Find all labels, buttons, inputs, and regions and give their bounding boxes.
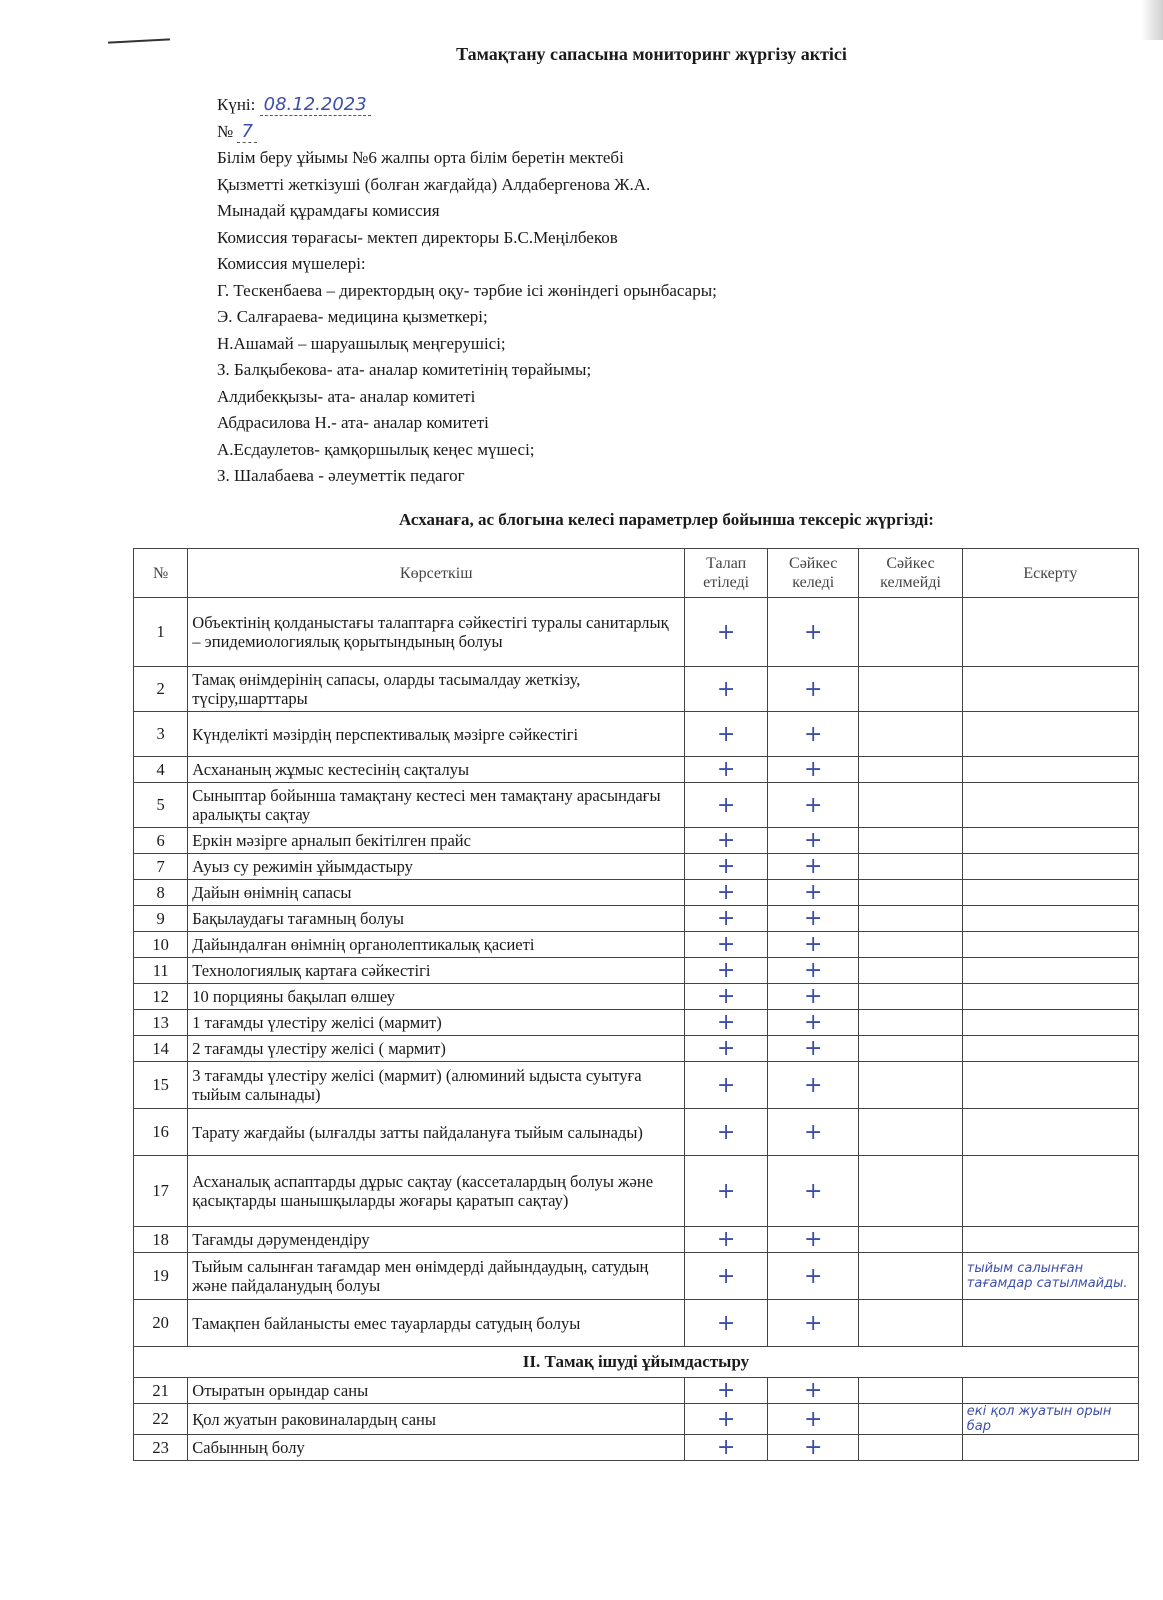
row-number: 23 bbox=[134, 1435, 188, 1461]
date-label: Күні: bbox=[217, 95, 256, 114]
table-row bbox=[134, 854, 1139, 880]
row-compliant-mark: + bbox=[768, 906, 859, 932]
row-required-mark: + bbox=[685, 1036, 768, 1062]
row-note bbox=[962, 906, 1138, 932]
row-noncompliant-mark bbox=[859, 1109, 962, 1156]
row-required-mark: + bbox=[685, 712, 768, 757]
header-line: Э. Салғараева- медицина қызметкері; bbox=[217, 307, 488, 326]
row-indicator: Объектінің қолданыстағы талаптарға сәйкестігі туралы санитарлық – эпидемиологиялық қорытындының болуы bbox=[188, 598, 685, 667]
row-noncompliant-mark bbox=[859, 828, 962, 854]
table-row bbox=[134, 667, 1139, 712]
row-required-mark: + bbox=[685, 984, 768, 1010]
row-indicator: Тарату жағдайы (ылғалды затты пайдалануға тыйым салынады) bbox=[188, 1109, 685, 1156]
row-required-mark: + bbox=[685, 906, 768, 932]
row-indicator: Сабынның болу bbox=[188, 1435, 685, 1461]
pen-mark bbox=[108, 38, 170, 43]
table-row bbox=[134, 932, 1139, 958]
row-compliant-mark: + bbox=[768, 1435, 859, 1461]
number-label: № bbox=[217, 121, 234, 141]
row-noncompliant-mark bbox=[859, 854, 962, 880]
row-note bbox=[962, 1036, 1138, 1062]
row-compliant-mark: + bbox=[768, 828, 859, 854]
row-indicator: Асхананың жұмыс кестесінің сақталуы bbox=[188, 757, 685, 783]
row-number: 12 bbox=[134, 984, 188, 1010]
row-noncompliant-mark bbox=[859, 1227, 962, 1253]
row-required-mark: + bbox=[685, 598, 768, 667]
row-note bbox=[962, 1300, 1138, 1347]
row-indicator: 2 тағамды үлестіру желісі ( мармит) bbox=[188, 1036, 685, 1062]
row-required-mark: + bbox=[685, 1156, 768, 1227]
header-line: Алдибекқызы- ата- аналар комитеті bbox=[217, 386, 476, 406]
row-indicator: Тамақ өнімдерінің сапасы, оларды тасымалдау жеткізу, түсіру,шарттары bbox=[188, 667, 685, 712]
row-indicator: Тыйым салынған тағамдар мен өнімдерді дайындаудың, сатудың және пайдаланудың болуы bbox=[188, 1253, 685, 1300]
row-required-mark: + bbox=[685, 1253, 768, 1300]
row-indicator: Отыратын орындар саны bbox=[188, 1378, 685, 1404]
row-number: 2 bbox=[134, 667, 188, 712]
row-compliant-mark: + bbox=[768, 1404, 859, 1435]
row-compliant-mark: + bbox=[768, 1300, 859, 1347]
table-row bbox=[134, 906, 1139, 932]
row-note bbox=[962, 1378, 1138, 1404]
table-row bbox=[134, 757, 1139, 783]
table-row bbox=[134, 1253, 1139, 1300]
row-number: 14 bbox=[134, 1036, 188, 1062]
row-compliant-mark: + bbox=[768, 880, 859, 906]
date-value: 08.12.2023 bbox=[260, 94, 371, 116]
row-number: 4 bbox=[134, 757, 188, 783]
row-compliant-mark: + bbox=[768, 932, 859, 958]
row-compliant-mark: + bbox=[768, 1378, 859, 1404]
row-note: тыйым салынған тағамдар сатылмайды. bbox=[962, 1253, 1138, 1300]
row-number: 22 bbox=[134, 1404, 188, 1435]
row-indicator: Тағамды дәрумендендіру bbox=[188, 1227, 685, 1253]
row-required-mark: + bbox=[685, 880, 768, 906]
row-note bbox=[962, 984, 1138, 1010]
row-compliant-mark: + bbox=[768, 757, 859, 783]
header-line: Комиссия төрағасы- мектеп директоры Б.С.Меңілбеков bbox=[217, 227, 618, 247]
row-noncompliant-mark bbox=[859, 1156, 962, 1227]
row-number: 9 bbox=[134, 906, 188, 932]
header-line: Мынадай құрамдағы комиссия bbox=[217, 201, 440, 220]
row-note bbox=[962, 757, 1138, 783]
row-note bbox=[962, 1010, 1138, 1036]
row-number: 21 bbox=[134, 1378, 188, 1404]
table-row bbox=[134, 1378, 1139, 1404]
row-number: 6 bbox=[134, 828, 188, 854]
row-noncompliant-mark bbox=[859, 1435, 962, 1461]
row-number: 13 bbox=[134, 1010, 188, 1036]
table-row bbox=[134, 1435, 1139, 1461]
row-required-mark: + bbox=[685, 1435, 768, 1461]
row-required-mark: + bbox=[685, 757, 768, 783]
row-required-mark: + bbox=[685, 1010, 768, 1036]
row-noncompliant-mark bbox=[859, 1036, 962, 1062]
row-number: 1 bbox=[134, 598, 188, 667]
row-note bbox=[962, 667, 1138, 712]
table-header-row bbox=[134, 549, 1139, 598]
col-compliant-header: Сәйкес келеді bbox=[768, 549, 859, 598]
row-note bbox=[962, 958, 1138, 984]
row-note bbox=[962, 1435, 1138, 1461]
row-indicator: Тамақпен байланысты емес тауарларды сатудың болуы bbox=[188, 1300, 685, 1347]
row-required-mark: + bbox=[685, 958, 768, 984]
row-compliant-mark: + bbox=[768, 712, 859, 757]
row-note bbox=[962, 854, 1138, 880]
table-row bbox=[134, 1404, 1139, 1435]
row-noncompliant-mark bbox=[859, 880, 962, 906]
row-note bbox=[962, 712, 1138, 757]
table-row bbox=[134, 1010, 1139, 1036]
number-line bbox=[217, 119, 717, 146]
row-number: 17 bbox=[134, 1156, 188, 1227]
row-required-mark: + bbox=[685, 667, 768, 712]
row-indicator: Асханалық аспаптарды дұрыс сақтау (кассеталардың болуы және қасықтарды шанышқыларды жоғары қаратып сақтау) bbox=[188, 1156, 685, 1227]
inspection-table bbox=[133, 548, 1139, 1461]
row-required-mark: + bbox=[685, 1378, 768, 1404]
row-note bbox=[962, 932, 1138, 958]
row-required-mark: + bbox=[685, 1227, 768, 1253]
document-header bbox=[217, 92, 717, 490]
row-noncompliant-mark bbox=[859, 932, 962, 958]
header-line: Қызметті жеткізуші (болған жағдайда) Алдабергенова Ж.А. bbox=[217, 174, 651, 194]
row-compliant-mark: + bbox=[768, 854, 859, 880]
row-noncompliant-mark bbox=[859, 958, 962, 984]
header-line: Абдрасилова Н.- ата- аналар комитеті bbox=[217, 413, 489, 432]
row-number: 11 bbox=[134, 958, 188, 984]
row-indicator: Дайын өнімнің сапасы bbox=[188, 880, 685, 906]
row-note bbox=[962, 1227, 1138, 1253]
row-compliant-mark: + bbox=[768, 783, 859, 828]
row-number: 5 bbox=[134, 783, 188, 828]
date-line bbox=[217, 92, 717, 119]
col-number-header: № bbox=[134, 549, 188, 598]
row-indicator: Күнделікті мәзірдің перспективалық мәзірге сәйкестігі bbox=[188, 712, 685, 757]
row-required-mark: + bbox=[685, 1062, 768, 1109]
row-number: 7 bbox=[134, 854, 188, 880]
row-required-mark: + bbox=[685, 854, 768, 880]
header-line: Г. Тескенбаева – директордың оқу- тәрбие ісі жөніндегі орынбасары; bbox=[217, 280, 717, 300]
row-number: 18 bbox=[134, 1227, 188, 1253]
row-indicator: Технологиялық картаға сәйкестігі bbox=[188, 958, 685, 984]
row-note bbox=[962, 783, 1138, 828]
scan-edge bbox=[1141, 0, 1163, 40]
row-number: 19 bbox=[134, 1253, 188, 1300]
col-indicator-header: Көрсеткіш bbox=[188, 549, 685, 598]
row-indicator: Қол жуатын раковиналардың саны bbox=[188, 1404, 685, 1435]
row-compliant-mark: + bbox=[768, 1253, 859, 1300]
row-required-mark: + bbox=[685, 783, 768, 828]
row-compliant-mark: + bbox=[768, 1010, 859, 1036]
row-noncompliant-mark bbox=[859, 1253, 962, 1300]
row-noncompliant-mark bbox=[859, 598, 962, 667]
row-number: 10 bbox=[134, 932, 188, 958]
table-row bbox=[134, 1109, 1139, 1156]
table-row bbox=[134, 783, 1139, 828]
col-note-header: Ескерту bbox=[962, 549, 1138, 598]
col-required-header: Талап етіледі bbox=[685, 549, 768, 598]
row-indicator: Еркін мәзірге арналып бекітілген прайс bbox=[188, 828, 685, 854]
row-note bbox=[962, 828, 1138, 854]
row-required-mark: + bbox=[685, 828, 768, 854]
row-compliant-mark: + bbox=[768, 598, 859, 667]
row-note bbox=[962, 598, 1138, 667]
row-indicator: 1 тағамды үлестіру желісі (мармит) bbox=[188, 1010, 685, 1036]
row-compliant-mark: + bbox=[768, 1109, 859, 1156]
row-compliant-mark: + bbox=[768, 984, 859, 1010]
section-title: II. Тамақ ішуді ұйымдастыру bbox=[134, 1347, 1139, 1378]
row-noncompliant-mark bbox=[859, 783, 962, 828]
row-indicator: Ауыз су режимін ұйымдастыру bbox=[188, 854, 685, 880]
row-required-mark: + bbox=[685, 1109, 768, 1156]
col-noncompliant-header: Сәйкес келмейді bbox=[859, 549, 962, 598]
row-noncompliant-mark bbox=[859, 667, 962, 712]
row-noncompliant-mark bbox=[859, 1404, 962, 1435]
row-compliant-mark: + bbox=[768, 1156, 859, 1227]
row-indicator: 3 тағамды үлестіру желісі (мармит) (алюминий ыдыста суытуға тыйым салынады) bbox=[188, 1062, 685, 1109]
row-note: екі қол жуатын орын бар bbox=[962, 1404, 1138, 1435]
row-note bbox=[962, 880, 1138, 906]
document-title: Тамақтану сапасына мониторинг жүргізу актісі bbox=[456, 44, 847, 64]
row-compliant-mark: + bbox=[768, 958, 859, 984]
row-number: 20 bbox=[134, 1300, 188, 1347]
table-body bbox=[134, 598, 1139, 1461]
header-line: Н.Ашамай – шаруашылық меңгерушісі; bbox=[217, 333, 506, 353]
row-indicator: Дайындалған өнімнің органолептикалық қасиеті bbox=[188, 932, 685, 958]
row-noncompliant-mark bbox=[859, 906, 962, 932]
row-compliant-mark: + bbox=[768, 1036, 859, 1062]
table-row bbox=[134, 1227, 1139, 1253]
table-row bbox=[134, 1300, 1139, 1347]
number-value: 7 bbox=[237, 121, 256, 143]
table-row bbox=[134, 828, 1139, 854]
row-number: 3 bbox=[134, 712, 188, 757]
row-noncompliant-mark bbox=[859, 712, 962, 757]
row-note bbox=[962, 1062, 1138, 1109]
table-row bbox=[134, 880, 1139, 906]
header-line: Комиссия мүшелері: bbox=[217, 254, 366, 273]
row-compliant-mark: + bbox=[768, 667, 859, 712]
header-line: А.Есдаулетов- қамқоршылық кеңес мүшесі; bbox=[217, 439, 535, 459]
table-row bbox=[134, 598, 1139, 667]
row-noncompliant-mark bbox=[859, 1010, 962, 1036]
row-noncompliant-mark bbox=[859, 1378, 962, 1404]
row-indicator: 10 порцияны бақылап өлшеу bbox=[188, 984, 685, 1010]
header-line: Білім беру ұйымы №6 жалпы орта білім беретін мектебі bbox=[217, 148, 624, 167]
row-noncompliant-mark bbox=[859, 757, 962, 783]
table-subtitle: Асханаға, ас блогына келесі параметрлер бойынша тексеріс жүргізді: bbox=[399, 510, 934, 529]
row-number: 16 bbox=[134, 1109, 188, 1156]
row-note bbox=[962, 1156, 1138, 1227]
row-indicator: Сыныптар бойынша тамақтану кестесі мен тамақтану арасындағы аралықты сақтау bbox=[188, 783, 685, 828]
header-line: З. Шалабаева - әлеуметтік педагог bbox=[217, 466, 465, 485]
row-noncompliant-mark bbox=[859, 984, 962, 1010]
row-required-mark: + bbox=[685, 932, 768, 958]
table-row bbox=[134, 1036, 1139, 1062]
row-note bbox=[962, 1109, 1138, 1156]
table-row bbox=[134, 1062, 1139, 1109]
row-compliant-mark: + bbox=[768, 1227, 859, 1253]
row-required-mark: + bbox=[685, 1404, 768, 1435]
table-row bbox=[134, 958, 1139, 984]
row-number: 15 bbox=[134, 1062, 188, 1109]
row-noncompliant-mark bbox=[859, 1300, 962, 1347]
table-row bbox=[134, 712, 1139, 757]
row-noncompliant-mark bbox=[859, 1062, 962, 1109]
row-number: 8 bbox=[134, 880, 188, 906]
row-required-mark: + bbox=[685, 1300, 768, 1347]
row-compliant-mark: + bbox=[768, 1062, 859, 1109]
header-line: З. Балқыбекова- ата- аналар комитетінің төрайымы; bbox=[217, 360, 592, 379]
section-row bbox=[134, 1347, 1139, 1378]
row-indicator: Бақылаудағы тағамның болуы bbox=[188, 906, 685, 932]
table-row bbox=[134, 1156, 1139, 1227]
table-row bbox=[134, 984, 1139, 1010]
